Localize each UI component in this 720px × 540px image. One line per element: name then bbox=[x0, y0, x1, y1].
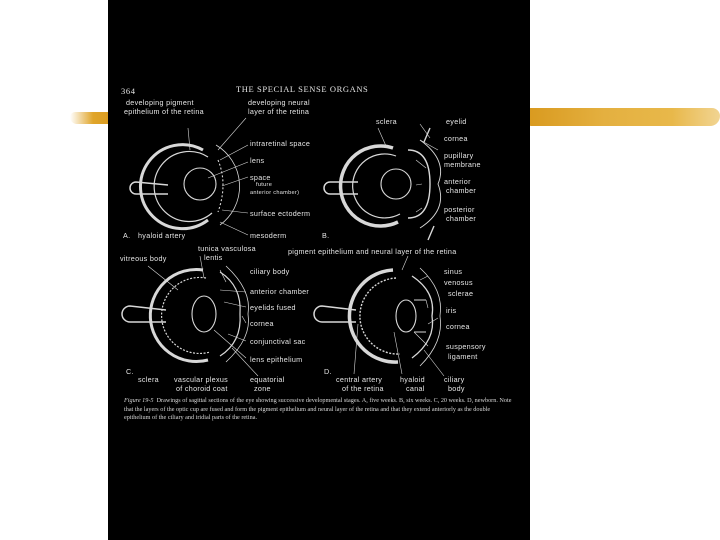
label-suspensory: suspensory bbox=[446, 342, 486, 351]
label-ciliary-d: ciliary bbox=[444, 375, 465, 384]
eye-development-drawings bbox=[108, 0, 530, 540]
label-lens: lens bbox=[250, 156, 265, 165]
label-epithelium-retina: epithelium of the retina bbox=[124, 107, 204, 116]
label-anterior: anterior bbox=[444, 177, 471, 186]
page-number: 364 bbox=[121, 86, 136, 96]
label-sclerae: sclerae bbox=[448, 289, 474, 298]
decorative-brush-stroke-left bbox=[70, 112, 112, 124]
label-iris: iris bbox=[446, 306, 457, 315]
label-chamber-posterior: chamber bbox=[446, 214, 477, 223]
label-vitreous-body: vitreous body bbox=[120, 254, 167, 263]
label-of-retina-d: of the retina bbox=[342, 384, 384, 393]
label-choroid-coat: of choroid coat bbox=[176, 384, 228, 393]
label-pigment-epithelium-neural: pigment epithelium and neural layer of the retina bbox=[288, 247, 457, 256]
label-chamber-anterior: chamber bbox=[446, 186, 477, 195]
label-sclera-c: sclera bbox=[138, 375, 159, 384]
panel-d-letter: D. bbox=[324, 367, 332, 376]
panel-c-letter: C. bbox=[126, 367, 134, 376]
label-intraretinal-space: intraretinal space bbox=[250, 139, 311, 148]
label-anterior-chamber-future: anterior chamber) bbox=[250, 190, 300, 196]
label-developing-pigment: developing pigment bbox=[126, 98, 194, 107]
label-ligament: ligament bbox=[448, 352, 478, 361]
label-body-d: body bbox=[448, 384, 465, 393]
label-surface-ectoderm: surface ectoderm bbox=[250, 209, 311, 218]
label-conjunctival-sac: conjunctival sac bbox=[250, 337, 306, 346]
figure-caption-text: Drawings of sagittal sections of the eye showing successive developmental stages. A, five weeks. B, six weeks. C, 20 weeks. D, newborn. Note that the layers of the optic cup are fused and form the pigment epithelium and neural layer of the retina and that they extend anteriorly as the double epithelium of the ciliary and iridial parts of the retina. bbox=[124, 397, 512, 422]
panel-b-letter: B. bbox=[322, 231, 330, 240]
drawing-b bbox=[324, 124, 441, 240]
drawing-c bbox=[122, 253, 258, 376]
label-layer-retina: layer of the retina bbox=[248, 107, 310, 116]
panel-a-letter: A. bbox=[123, 231, 131, 240]
label-sinus: sinus bbox=[444, 267, 463, 276]
label-eyelid: eyelid bbox=[446, 117, 467, 126]
label-lens-epithelium: lens epithelium bbox=[250, 355, 303, 364]
figure-slide-panel bbox=[108, 0, 530, 540]
label-mesoderm: mesoderm bbox=[250, 231, 287, 240]
figure-caption-label: Figure 19-5 bbox=[124, 397, 154, 404]
label-eyelids-fused: eyelids fused bbox=[250, 303, 296, 312]
label-hyaloid-artery: hyaloid artery bbox=[138, 231, 186, 240]
label-lentis: lentis bbox=[204, 253, 223, 262]
label-central-artery: central artery bbox=[336, 375, 383, 384]
label-cornea-d: cornea bbox=[446, 322, 470, 331]
label-cornea-c: cornea bbox=[250, 319, 274, 328]
label-cornea-b: cornea bbox=[444, 134, 468, 143]
label-ciliary-body-c: ciliary body bbox=[250, 267, 290, 276]
label-sclera-b: sclera bbox=[376, 117, 397, 126]
figure-caption bbox=[124, 397, 514, 423]
label-canal: canal bbox=[406, 384, 425, 393]
label-space: space bbox=[250, 173, 271, 182]
label-equatorial: equatorial bbox=[250, 375, 285, 384]
label-pupillary: pupillary bbox=[444, 151, 474, 160]
decorative-brush-stroke-right bbox=[528, 108, 720, 126]
label-venosus: venosus bbox=[444, 278, 473, 287]
label-zone: zone bbox=[254, 384, 271, 393]
running-head: THE SPECIAL SENSE ORGANS bbox=[236, 84, 369, 94]
label-membrane: membrane bbox=[444, 160, 481, 169]
label-posterior: posterior bbox=[444, 205, 475, 214]
label-anterior-chamber-c: anterior chamber bbox=[250, 287, 310, 296]
label-hyaloid: hyaloid bbox=[400, 375, 425, 384]
label-future: future bbox=[256, 182, 273, 188]
drawing-d bbox=[314, 256, 444, 376]
label-vascular-plexus: vascular plexus bbox=[174, 375, 229, 384]
drawing-a bbox=[130, 118, 248, 235]
label-tunica-vasculosa: tunica vasculosa bbox=[198, 244, 256, 253]
label-developing-neural: developing neural bbox=[248, 98, 310, 107]
